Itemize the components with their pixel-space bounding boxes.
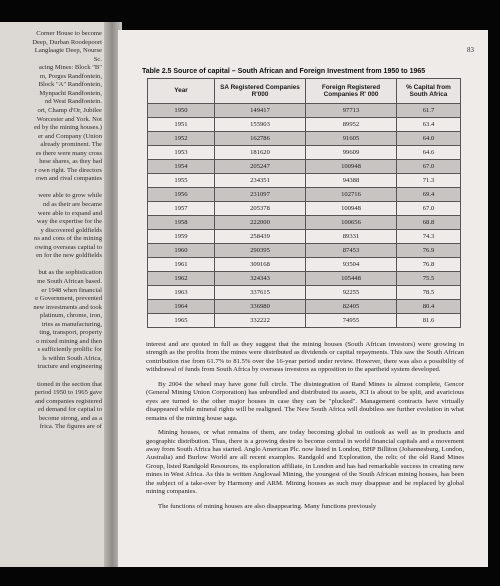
left-page-line: own and rival companies	[35, 175, 102, 183]
table-row	[148, 146, 461, 160]
table-cell: 1951	[148, 118, 215, 132]
table-cell: 1955	[148, 174, 215, 188]
page-number: 83	[467, 46, 474, 54]
table-cell: 92255	[306, 286, 397, 300]
paragraph: interest and are quoted in full as they suggest that the mining houses (South African investors) were growing in strength as the profits from the mines were distributed as dividends or capital repayments. This saw the South African contribution rise from 61.7% to 81.5% over the 16-year period under review. However, there was also a possibility of withdrawal of funds from South Africa by overseas investors as opposition to the apartheid system developed.	[146, 341, 464, 374]
table-row	[148, 160, 461, 174]
paragraph: By 2004 the wheel may have gone full circle. The disintegration of Rand Mines is almost complete, Gencor (General Mining Union Corporation) has unbundled and distributed its assets, JCI is about to be split, and avaricious eyes are turned to the other major houses in case they can be "plucked". Management contracts have virtually disappeared while mineral rights will be realigned. The New South Africa will doubtless see further evolution in what remains of the mining house saga.	[146, 380, 464, 422]
table-cell: 290395	[215, 244, 306, 258]
left-page-line: ed by the mining houses.)	[34, 124, 102, 132]
table-cell: 100948	[306, 202, 397, 216]
left-page-line: Mynpacht Randfontein,	[39, 89, 102, 97]
table-row	[148, 188, 461, 202]
table-row	[148, 230, 461, 244]
table-cell: 222000	[215, 216, 306, 230]
table-cell: 89331	[306, 230, 397, 244]
table-header-row	[148, 79, 461, 104]
table-cell: 1950	[148, 104, 215, 118]
table-cell: 74.3	[397, 230, 461, 244]
table-cell: 94388	[306, 174, 397, 188]
left-page-line: nd as their are became	[43, 201, 102, 208]
table-cell: 258439	[215, 230, 306, 244]
left-page	[0, 22, 106, 567]
left-page-line: tries as manufacturing,	[41, 320, 102, 328]
table-cell: 1956	[148, 188, 215, 202]
table-cell: 181620	[215, 146, 306, 160]
table-cell: 69.4	[397, 188, 461, 202]
left-page-line: s sufficiently prolific for	[37, 346, 102, 354]
table-cell: 97713	[306, 104, 397, 118]
paragraph: The functions of mining houses are also disappearing. Many functions previously	[158, 502, 377, 510]
table-cell: 1954	[148, 160, 215, 174]
left-page-line: platinum, chrome, iron,	[39, 312, 102, 320]
table-cell: 162786	[215, 132, 306, 146]
left-page-line: en for the new goldfields	[36, 252, 102, 260]
left-page-line: tructure and engineering	[37, 363, 102, 371]
left-page-line: acing Mines: Block "B"	[38, 64, 102, 72]
header-year: Year	[148, 79, 215, 104]
left-page-line: period 1950 to 1965 gave	[34, 389, 102, 397]
right-page	[118, 30, 488, 567]
table-cell: 1958	[148, 216, 215, 230]
left-page-line: Deep, Durban Roodepoort	[32, 38, 102, 46]
table-title: Table 2.5 Source of capital – South African and Foreign Investment from 1950 to 1965	[142, 68, 426, 75]
table-cell: 309168	[215, 258, 306, 272]
table-cell: 1961	[148, 258, 215, 272]
table-cell: 76.9	[397, 244, 461, 258]
left-page-line: m, Porges Randfontein,	[39, 72, 102, 80]
table-row	[148, 272, 461, 286]
table-cell: 99609	[306, 146, 397, 160]
table-cell: 93504	[306, 258, 397, 272]
left-page-line: nd West Randfontein.	[44, 98, 102, 106]
table-row	[148, 258, 461, 272]
left-page-line: er and Company (Union	[38, 132, 102, 140]
table-cell: 87453	[306, 244, 397, 258]
table-cell: 78.5	[397, 286, 461, 300]
left-page-line: ting, transport, property	[39, 329, 102, 337]
left-page-line: and companies registered	[34, 397, 102, 405]
table-cell: 1959	[148, 230, 215, 244]
left-page-line: Worcester and York. Not	[36, 115, 102, 123]
left-page-line: Langlaagte Deep, Nourse	[34, 47, 102, 55]
left-page-line: hese shares, as they had	[39, 158, 102, 166]
left-page-line: ed demand for capital to	[37, 406, 102, 414]
table-cell: 81.6	[397, 314, 461, 328]
table-cell: 324343	[215, 272, 306, 286]
table-cell: 75.5	[397, 272, 461, 286]
table-cell: 89952	[306, 118, 397, 132]
table-row	[148, 216, 461, 230]
left-page-line: es there were many cross	[35, 149, 102, 157]
table-row	[148, 132, 461, 146]
table-row	[148, 174, 461, 188]
table-row	[148, 118, 461, 132]
table-row	[148, 104, 461, 118]
header-sa-registered: SA Registered Companies R'000	[215, 79, 306, 104]
header-foreign-registered: Foreign Registered Companies R' 000	[306, 79, 397, 104]
left-page-line: ls within South Africa,	[42, 354, 102, 362]
left-page-line: er 1948 when financial	[41, 286, 102, 294]
table-row	[148, 286, 461, 300]
left-page-line: way the expertise for the	[36, 218, 102, 226]
table-cell: 205247	[215, 160, 306, 174]
left-page-line: were able to grow while	[38, 192, 102, 200]
table-cell: 205378	[215, 202, 306, 216]
table-cell: 80.4	[397, 300, 461, 314]
table-cell: 155903	[215, 118, 306, 132]
left-page-line: frica. The figures are of	[39, 423, 102, 431]
paragraph: Mining houses, or what remains of them, are today becoming global in outlook as well as in products and geographic distribution. Thus, there is a growing desire to become central in world financial capitals and a movement away from South Africa has started. Anglo American Plc. now listed in London, BHP Billiton (Johannesburg, London, Australia) and Burlow World are all recent examples. Randgold and Exploration, the relic of the old Rand Mines Group, listed Randgold Resources, its exploration affiliate, in London and has had remarkable success in creating new mines in West Africa. As this is written Anglovaal Mining, the youngest of the South African mining houses, has been the subject of a take-over by Harmony and ARM. Mining houses as such may disappear and be replaced by global mining companies.	[146, 429, 464, 496]
table-cell: 1963	[148, 286, 215, 300]
table-cell: 231097	[215, 188, 306, 202]
left-page-line: become strong, and as a	[38, 414, 102, 422]
capital-source-table	[147, 78, 461, 328]
table-row	[148, 314, 461, 328]
table-cell: 1964	[148, 300, 215, 314]
left-page-line: Corner House to become	[36, 30, 102, 37]
table-cell: 76.8	[397, 258, 461, 272]
table-cell: 1965	[148, 314, 215, 328]
table-cell: 100656	[306, 216, 397, 230]
left-page-line: but as the sophistication	[38, 269, 102, 277]
table-cell: 67.0	[397, 202, 461, 216]
left-page-line: already prominent. The	[40, 141, 102, 149]
left-page-line: r own right. The directors	[34, 166, 102, 174]
table-cell: 102716	[306, 188, 397, 202]
table-cell: 1952	[148, 132, 215, 146]
left-page-line: Sc.	[93, 55, 102, 63]
left-page-line: ns and cons of the mining	[34, 235, 102, 243]
table-row	[148, 202, 461, 216]
table-cell: 64.6	[397, 146, 461, 160]
left-page-line: o mixed mining and then	[36, 337, 102, 345]
left-page-line: e Government, prevented	[35, 295, 102, 303]
table-cell: 100948	[306, 160, 397, 174]
table-cell: 67.0	[397, 160, 461, 174]
left-page-line: y discovered goldfields	[40, 226, 102, 234]
left-page-line: me South African based.	[37, 277, 102, 285]
table-cell: 1957	[148, 202, 215, 216]
table-row	[148, 244, 461, 258]
table-cell: 1953	[148, 146, 215, 160]
table-cell: 74955	[306, 314, 397, 328]
table-cell: 336980	[215, 300, 306, 314]
table-cell: 337615	[215, 286, 306, 300]
header-percent-sa: % Capital from South Africa	[397, 79, 461, 104]
table-cell: 332222	[215, 314, 306, 328]
table-cell: 234351	[215, 174, 306, 188]
table-row	[148, 300, 461, 314]
table-cell: 63.4	[397, 118, 461, 132]
table-cell: 1962	[148, 272, 215, 286]
left-page-line: new investments and took	[33, 303, 102, 311]
left-page-line: owing overseas capital to	[35, 243, 102, 251]
left-page-line: Block "A" Randfontein,	[38, 81, 102, 89]
left-page-line: were able to expand and	[37, 209, 102, 217]
table-cell: 71.3	[397, 174, 461, 188]
left-page-line: ort, Champ d'Or, Jubilee	[37, 106, 102, 114]
table-cell: 68.8	[397, 216, 461, 230]
table-cell: 91605	[306, 132, 397, 146]
table-cell: 149417	[215, 104, 306, 118]
table-cell: 61.7	[397, 104, 461, 118]
table-cell: 82405	[306, 300, 397, 314]
left-page-line: tioned in the section that	[37, 380, 102, 388]
table-cell: 1960	[148, 244, 215, 258]
table-cell: 64.0	[397, 132, 461, 146]
body-text	[146, 341, 464, 517]
table-cell: 105448	[306, 272, 397, 286]
